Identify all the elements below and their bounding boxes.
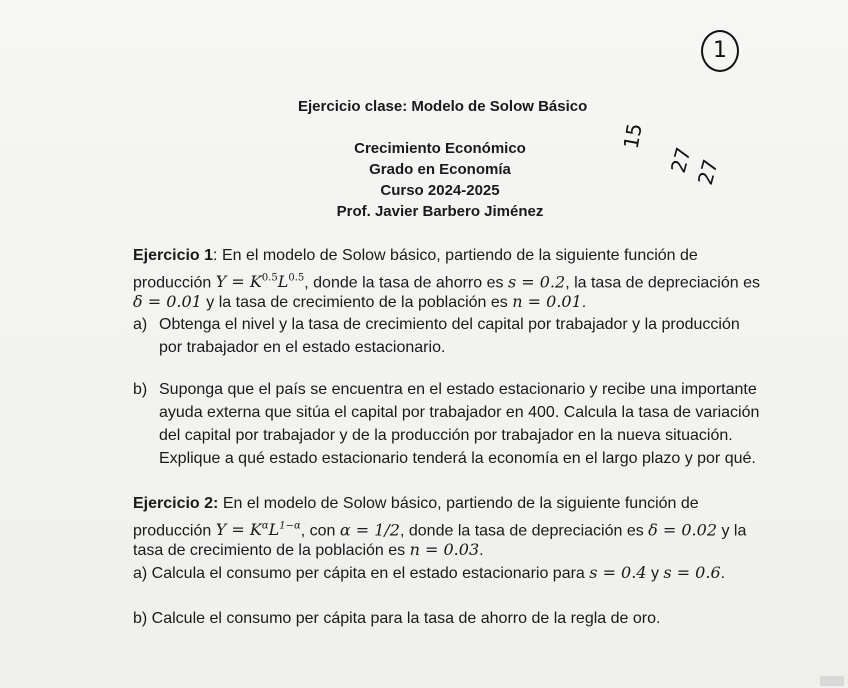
ex1-b-line-3: del capital por trabajador y de la producción por trabajador en la nueva situación. — [159, 427, 733, 444]
ex2-line-1: Ejercicio 2: En el modelo de Solow básico, partiendo de la siguiente función de — [133, 495, 699, 512]
ex1-a-marker: a) — [133, 316, 148, 333]
ex1-b-line-4: Explique a qué estado estacionario tenderá la economía en el largo plazo y por qué. — [159, 450, 756, 467]
ex1-depreciation: δ = 0.01 — [133, 292, 202, 311]
ex2-line-3: tasa de crecimiento de la población es n = 0.03. — [133, 540, 484, 559]
handwritten-note-1: 15 — [618, 121, 647, 151]
ex2-saving-rate-2: s = 0.6 — [663, 563, 721, 582]
ex2-production-function: $Y = K^\alpha L^{1-\alpha}$ — [215, 520, 301, 540]
ex2-depreciation: δ = 0.02 — [648, 520, 717, 540]
ex2-b-line: b) Calcule el consumo per cápita para la tasa de ahorro de la regla de oro. — [133, 610, 661, 627]
ex1-line-3: δ = 0.01 y la tasa de crecimiento de la población es n = 0.01. — [133, 292, 587, 311]
course-subject: Crecimiento Económico — [354, 140, 526, 157]
scanner-watermark — [820, 676, 844, 686]
course-degree: Grado en Economía — [369, 161, 511, 178]
ex1-a-line-2: por trabajador en el estado estacionario. — [159, 339, 446, 356]
ex2-a-line: a) Calcula el consumo per cápita en el estado estacionario para s = 0.4 y s = 0.6. — [133, 563, 726, 582]
document-title: Ejercicio clase: Modelo de Solow Básico — [298, 98, 588, 115]
handwritten-note-3: 27 — [692, 156, 723, 188]
ex1-b-line-2: ayuda externa que sitúa el capital por trabajador en 400. Calcula la tasa de variación — [159, 404, 760, 421]
ex2-population-growth: n = 0.03 — [409, 540, 480, 559]
ex1-a-line-1: Obtenga el nivel y la tasa de crecimiento del capital por trabajador y la producción — [159, 316, 740, 333]
handwritten-note-2: 27 — [665, 144, 696, 176]
ex2-label: Ejercicio 2: — [133, 495, 219, 512]
course-professor: Prof. Javier Barbero Jiménez — [336, 203, 544, 220]
ex1-production-function: $Y = K^{0.5}L^{0.5}$ — [215, 272, 305, 292]
ex1-b-marker: b) — [133, 381, 148, 398]
ex1-line-2: producción $Y = K^{0.5}L^{0.5}$, donde la tasa de ahorro es s = 0.2, la tasa de depreciación es — [133, 272, 760, 292]
page-number: 1 — [713, 38, 727, 63]
ex1-population-growth: n = 0.01 — [512, 292, 582, 311]
page-number-circle — [701, 30, 739, 72]
course-year: Curso 2024-2025 — [380, 182, 500, 199]
ex2-saving-rate-1: s = 0.4 — [589, 563, 647, 582]
ex1-line-1: Ejercicio 1: En el modelo de Solow básico, partiendo de la siguiente función de — [133, 247, 698, 264]
ex1-saving-rate: s = 0.2 — [507, 272, 566, 292]
ex1-b-line-1: Suponga que el país se encuentra en el estado estacionario y recibe una importante — [159, 381, 757, 398]
ex2-alpha: α = 1/2 — [339, 520, 400, 540]
ex2-line-2: producción $Y = K^\alpha L^{1-\alpha}$, con α = 1/2, donde la tasa de depreciación es δ = 0.02 y la — [133, 520, 747, 540]
ex1-label: Ejercicio 1 — [133, 247, 214, 264]
